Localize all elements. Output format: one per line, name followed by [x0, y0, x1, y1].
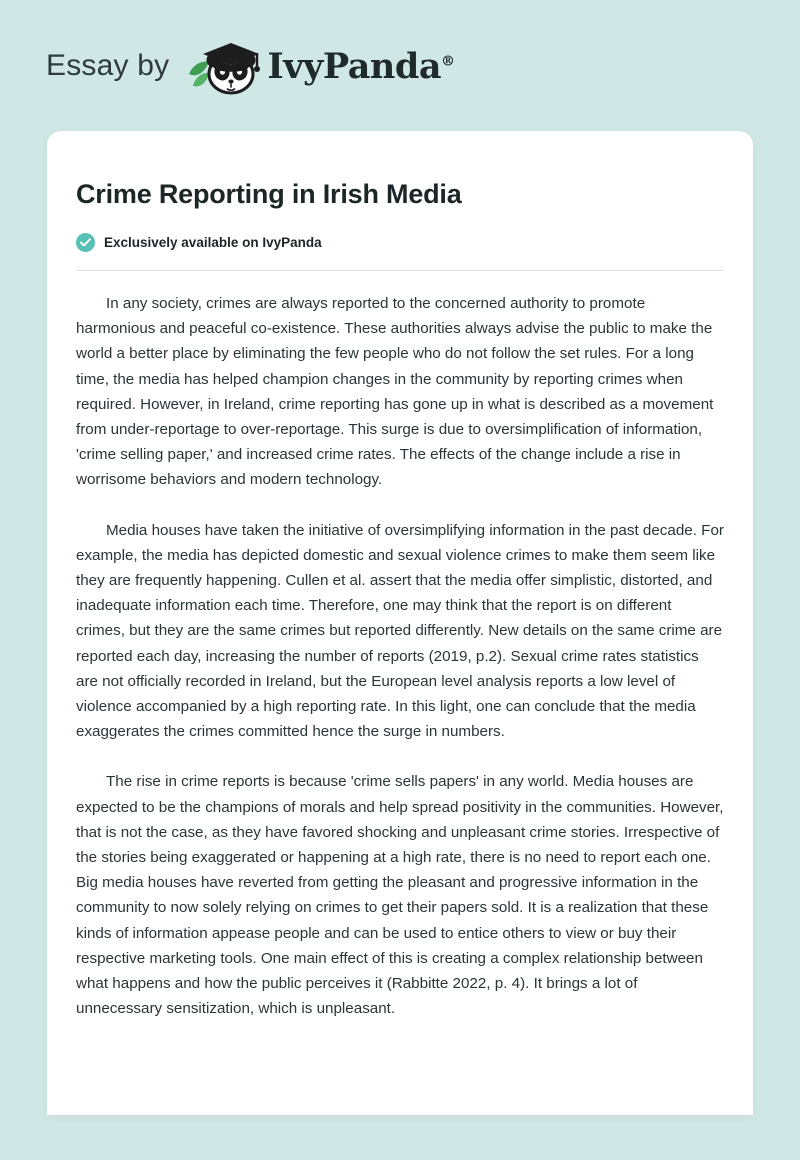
paragraph: Media houses have taken the initiative of oversimplifying information in the past decade. For example, the media has depicted domestic and sexual violence crimes to make them seem like they are frequently happening. Cullen et al. assert that the media offer simplistic, distorted, and inadequate information each time. Therefore, one may think that the report is on different crimes, but they are the same crimes but reported differently. New details on the same crime are reported each day, increasing the number of reports (2019, p.2). Sexual crime rates statistics are not officially recorded in Ireland, but the European level analysis reports a low level of violence accompanied by a high reporting rate. In this light, one can conclude that the media exaggerates the crimes committed hence the surge in numbers.	[76, 521, 724, 741]
brand-name: IvyPanda®	[267, 45, 455, 87]
essay-card	[47, 131, 753, 1115]
essay-body	[76, 291, 724, 1021]
registered-trademark: ®	[441, 52, 455, 69]
paragraph: The rise in crime reports is because 'crime sells papers' in any world. Media houses are expected to be the champions of morals and help spread positivity in the communities. However, that is not the case, as they have favored shocking and unpleasant crime stories. Irrespective of the stories being exaggerated or happening at a high rate, there is no need to report each one. Big media houses have reverted from getting the pleasant and progressive information in the community to now solely relying on crimes to get their papers sold. It is a realization that these kinds of information appease people and can be used to entice others to view or buy their respective marketing tools. One main effect of this is creating a complex relationship between what happens and how the public perceives it (Rabbitte 2022, p. 4). It brings a lot of unnecessary sensitization, which is unpleasant.	[76, 773, 724, 1018]
availability-text: Exclusively available on IvyPanda	[104, 235, 322, 250]
ivypanda-logo[interactable]	[183, 34, 454, 98]
page-title: Crime Reporting in Irish Media	[76, 179, 462, 209]
essay-by-label: Essay by	[46, 49, 170, 82]
header-divider	[76, 270, 724, 271]
panda-graduate-icon	[183, 34, 269, 98]
availability-badge	[76, 233, 724, 252]
check-circle-icon	[76, 233, 95, 252]
paragraph: In any society, crimes are always reported to the concerned authority to promote harmonious and peaceful co-existence. These authorities always advise the public to make the world a better place by eliminating the few people who do not follow the set rules. For a long time, the media has helped champion changes in the community by reporting crimes when required. However, in Ireland, crime reporting has gone up in what is described as a movement from under-reportage to over-reportage. This surge is due to oversimplification of information, 'crime selling paper,' and increased crime rates. The effects of the change include a rise in worrisome behaviors and modern technology.	[76, 295, 714, 489]
brand-header	[0, 0, 800, 132]
